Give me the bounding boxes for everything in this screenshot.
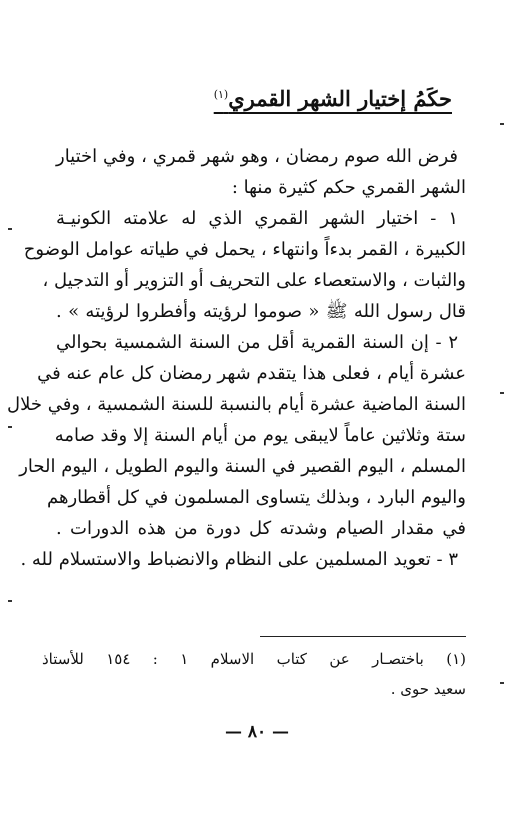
body-line: ١ - اختيار الشهر القمري الذي له علامته الكونيـة bbox=[56, 208, 458, 229]
margin-tick bbox=[500, 392, 504, 394]
body-line: ٢ - إن السنة القمرية أقل من السنة الشمسية بحوالي bbox=[56, 332, 458, 353]
body-line: واليوم البارد ، وبذلك يتساوى المسلمون في كل أقطارهم bbox=[47, 487, 466, 508]
section-heading bbox=[214, 86, 452, 111]
body-line: ستة وثلاثين عاماً لايبقى يوم من أيام السنة إلا وقد صامه bbox=[54, 425, 466, 446]
body-line: فرض الله صوم رمضان ، وهو شهر قمري ، وفي اختيار bbox=[56, 146, 458, 167]
body-line: الكبيرة ، القمر بدءاً وانتهاء ، يحمل في طياته عوامل الوضوح bbox=[23, 239, 466, 260]
footnote-line: سعيد حوى . bbox=[390, 680, 466, 698]
body-line: والثبات ، والاستعصاء على التحريف أو التزوير أو التدجيل ، bbox=[42, 270, 466, 291]
body-line: قال رسول الله ﷺ « صوموا لرؤيته وأفطروا لرؤيته » . bbox=[56, 301, 466, 322]
body-line: السنة الماضية عشرة أيام بالنسبة للسنة الشمسية ، وفي خلال bbox=[7, 394, 466, 415]
margin-tick bbox=[8, 426, 12, 428]
body-line: المسلم ، اليوم القصير في السنة واليوم الطويل ، اليوم الحار bbox=[19, 456, 466, 477]
body-line: في مقدار الصيام وشدته كل دورة من هذه الدورات . bbox=[56, 518, 466, 539]
section-heading-text: حكَمُ إختيار الشهر القمري bbox=[228, 86, 452, 111]
footnotes bbox=[42, 644, 466, 704]
margin-tick bbox=[8, 600, 12, 602]
margin-tick bbox=[500, 682, 504, 684]
body-text bbox=[7, 141, 466, 575]
margin-tick bbox=[500, 123, 504, 125]
page-number: — ٨٠ — bbox=[224, 722, 290, 742]
body-line: عشرة أيام ، فعلى هذا يتقدم شهر رمضان كل عام عنه في bbox=[37, 363, 466, 384]
body-line: ٣ - تعويد المسلمين على النظام والانضباط والاستسلام لله . bbox=[20, 549, 458, 570]
heading-footnote-ref: (١) bbox=[213, 88, 229, 101]
margin-tick bbox=[8, 228, 12, 230]
footnote-line: (١) باختصـار عن كتاب الاسلام ١ : ١٥٤ للأستاذ bbox=[42, 650, 466, 668]
footnote-divider bbox=[260, 636, 466, 637]
body-line: الشهر القمري حكم كثيرة منها : bbox=[231, 177, 466, 198]
